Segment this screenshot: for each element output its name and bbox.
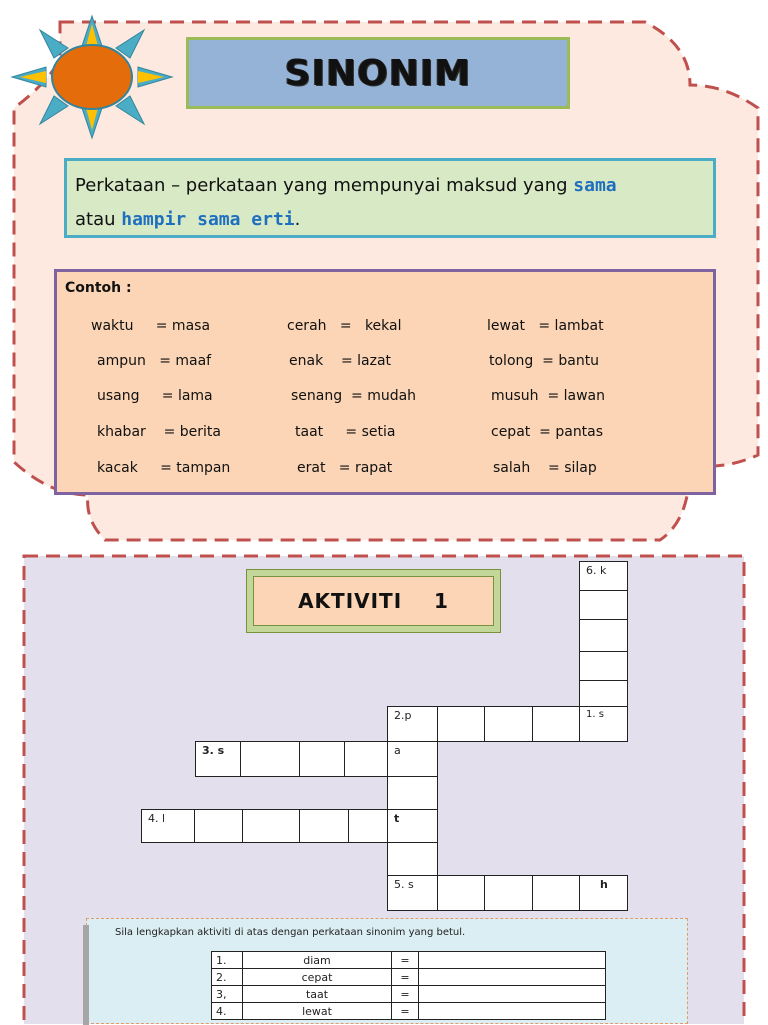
crossword-cell[interactable] bbox=[579, 680, 628, 707]
equals-sign: = bbox=[392, 986, 419, 1003]
question-number: 3, bbox=[212, 986, 243, 1003]
definition-text-1: Perkataan – perkataan yang mempunyai maksud yang bbox=[75, 175, 574, 196]
example-item: usang = lama bbox=[97, 388, 213, 404]
instruction-side-bar bbox=[83, 925, 89, 1025]
question-word: lewat bbox=[243, 1003, 392, 1020]
page-title: SINONIM bbox=[284, 52, 472, 94]
example-item: cepat = pantas bbox=[491, 424, 604, 440]
activity-title: AKTIVITI 1 bbox=[253, 576, 494, 626]
example-item: tolong = bantu bbox=[489, 353, 600, 369]
crossword-cell[interactable] bbox=[387, 842, 438, 876]
crossword-cell[interactable] bbox=[532, 706, 580, 742]
crossword-cell[interactable] bbox=[579, 619, 628, 652]
crossword-cell[interactable] bbox=[194, 809, 243, 843]
crossword-cell[interactable]: a bbox=[387, 741, 438, 777]
instruction-text: Sila lengkapkan aktiviti di atas dengan perkataan sinonim yang betul. bbox=[115, 927, 466, 938]
crossword-cell[interactable]: 1. s bbox=[579, 706, 628, 742]
crossword-cell[interactable] bbox=[344, 741, 388, 777]
crossword-cell[interactable]: 5. s bbox=[387, 875, 438, 911]
question-word: taat bbox=[243, 986, 392, 1003]
example-item: erat = rapat bbox=[297, 460, 393, 476]
answer-cell[interactable] bbox=[419, 969, 606, 986]
definition-box bbox=[64, 158, 716, 238]
equals-sign: = bbox=[392, 1003, 419, 1020]
crossword-cell[interactable] bbox=[484, 875, 533, 911]
answer-cell[interactable] bbox=[419, 986, 606, 1003]
crossword-cell[interactable] bbox=[242, 809, 300, 843]
table-row bbox=[212, 952, 606, 969]
crossword-cell[interactable] bbox=[437, 706, 485, 742]
crossword-cell[interactable]: 2.p bbox=[387, 706, 438, 742]
examples-box bbox=[54, 269, 716, 495]
crossword-cell[interactable] bbox=[484, 706, 533, 742]
crossword-cell[interactable]: h bbox=[579, 875, 628, 911]
table-row bbox=[212, 986, 606, 1003]
crossword-cell[interactable] bbox=[579, 590, 628, 620]
example-item: khabar = berita bbox=[97, 424, 221, 440]
question-number: 4. bbox=[212, 1003, 243, 1020]
table-row bbox=[212, 1003, 606, 1020]
example-item: enak = lazat bbox=[289, 353, 392, 369]
example-item: salah = silap bbox=[493, 460, 597, 476]
crossword-cell[interactable] bbox=[579, 651, 628, 681]
crossword-cell[interactable] bbox=[299, 809, 349, 843]
instruction-box bbox=[86, 918, 688, 1024]
example-item: musuh = lawan bbox=[491, 388, 606, 404]
definition-text-3: . bbox=[294, 209, 301, 230]
crossword-cell[interactable] bbox=[387, 776, 438, 810]
crossword-cell[interactable]: 4. l bbox=[141, 809, 195, 843]
crossword-cell[interactable] bbox=[532, 875, 580, 911]
example-item: kacak = tampan bbox=[97, 460, 231, 476]
example-item: lewat = lambat bbox=[487, 318, 604, 334]
example-item: cerah = kekal bbox=[287, 318, 402, 334]
crossword-cell[interactable]: 6. k bbox=[579, 561, 628, 591]
definition-text-2: atau bbox=[75, 209, 122, 230]
equals-sign: = bbox=[392, 969, 419, 986]
definition-highlight-1: sama bbox=[573, 175, 617, 196]
crossword-cell[interactable] bbox=[348, 809, 388, 843]
example-item: waktu = masa bbox=[91, 318, 211, 334]
crossword-cell[interactable] bbox=[299, 741, 345, 777]
activity-title-box bbox=[246, 569, 501, 633]
answer-cell[interactable] bbox=[419, 1003, 606, 1020]
question-number: 2. bbox=[212, 969, 243, 986]
examples-label: Contoh : bbox=[65, 280, 132, 296]
answer-cell[interactable] bbox=[419, 952, 606, 969]
question-number: 1. bbox=[212, 952, 243, 969]
question-word: cepat bbox=[243, 969, 392, 986]
crossword-cell[interactable] bbox=[437, 875, 485, 911]
crossword-cell[interactable] bbox=[240, 741, 300, 777]
title-banner bbox=[186, 37, 570, 109]
answer-table bbox=[211, 951, 606, 1020]
crossword-cell[interactable]: t bbox=[387, 809, 438, 843]
example-item: senang = mudah bbox=[291, 388, 417, 404]
sun-icon bbox=[10, 12, 175, 142]
equals-sign: = bbox=[392, 952, 419, 969]
question-word: diam bbox=[243, 952, 392, 969]
crossword-cell[interactable]: 3. s bbox=[195, 741, 241, 777]
definition-highlight-2: hampir sama erti bbox=[121, 209, 295, 230]
table-row bbox=[212, 969, 606, 986]
example-item: ampun = maaf bbox=[97, 353, 212, 369]
example-item: taat = setia bbox=[295, 424, 396, 440]
